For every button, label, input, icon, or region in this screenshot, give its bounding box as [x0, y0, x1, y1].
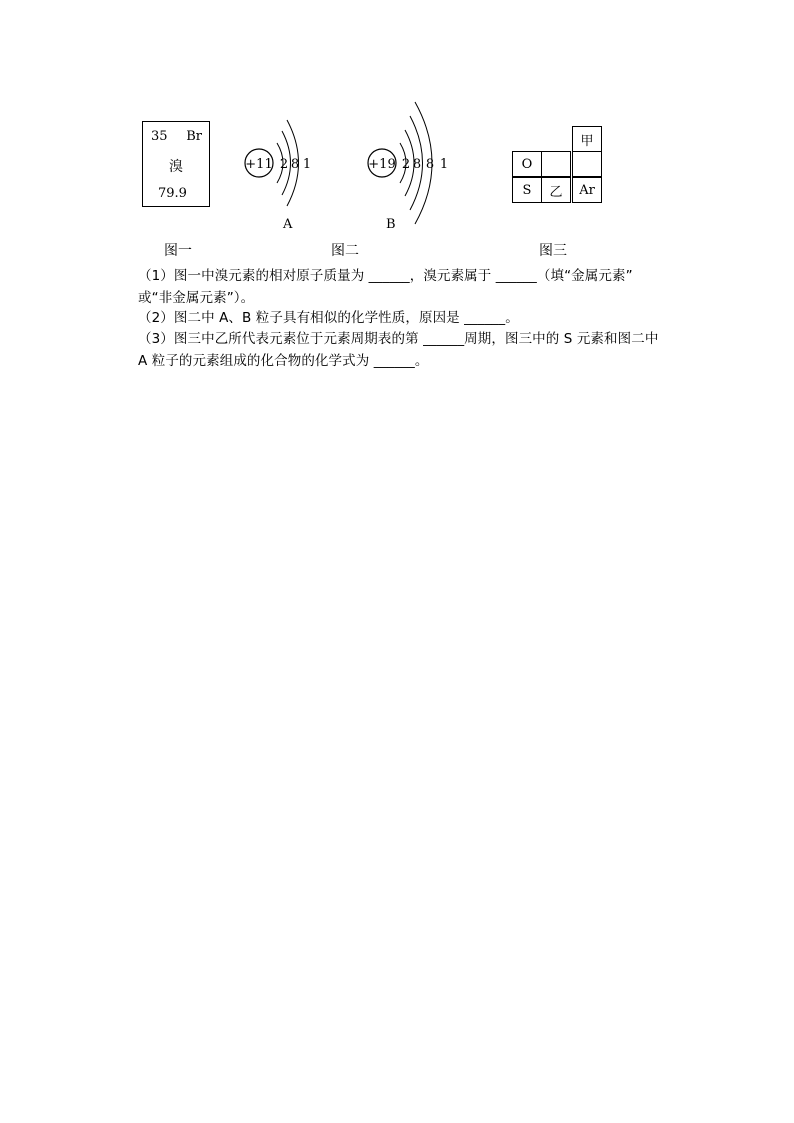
atom-b-shell-count: 8 — [412, 157, 422, 172]
figure2-caption: 图二 — [331, 243, 359, 259]
cell-jia: 甲 — [572, 126, 602, 152]
atom-b-label: B — [386, 217, 396, 232]
atom-a-shell-count: 1 — [302, 157, 312, 172]
cell-sulfur: S — [512, 177, 542, 203]
cell-argon: Ar — [572, 177, 602, 203]
element-symbol: Br — [186, 129, 202, 144]
figure3-caption: 图三 — [539, 243, 567, 259]
element-name: 溴 — [169, 159, 183, 175]
cell-empty — [572, 151, 602, 177]
atom-a-label: A — [283, 217, 293, 232]
atom-b-shell-count: 2 — [401, 157, 411, 172]
atomic-number: 35 — [151, 129, 168, 144]
question-1-line-1: （1）图一中溴元素的相对原子质量为 ______，溴元素属于 ______（填“金属元素” — [138, 268, 633, 284]
figure1-caption: 图一 — [164, 243, 192, 259]
atom-b-shell-count: 1 — [439, 157, 449, 172]
atom-a-diagram — [240, 112, 320, 222]
cell-yi: 乙 — [541, 177, 571, 203]
periodic-table-fragment — [512, 126, 604, 208]
cell-oxygen: O — [512, 151, 542, 177]
cell-empty — [541, 151, 571, 177]
question-3-line-2: A 粒子的元素组成的化合物的化学式为 ______。 — [138, 353, 429, 369]
atom-b-diagram — [362, 98, 458, 228]
question-2: （2）图二中 A、B 粒子具有相似的化学性质，原因是 ______。 — [138, 310, 519, 326]
question-1-line-2: 或“非金属元素”）。 — [138, 290, 255, 306]
atom-a-shell-count: 8 — [290, 157, 300, 172]
element-card — [142, 121, 210, 207]
atomic-mass: 79.9 — [158, 186, 187, 201]
atom-b-shell-count: 8 — [425, 157, 435, 172]
atom-b-nucleus-charge: +19 — [368, 157, 396, 172]
question-3-line-1: （3）图三中乙所代表元素位于元素周期表的第 ______周期，图三中的 S 元素和图二中 — [138, 331, 659, 347]
atom-a-nucleus-charge: +11 — [245, 157, 273, 172]
atom-a-shell-count: 2 — [279, 157, 289, 172]
